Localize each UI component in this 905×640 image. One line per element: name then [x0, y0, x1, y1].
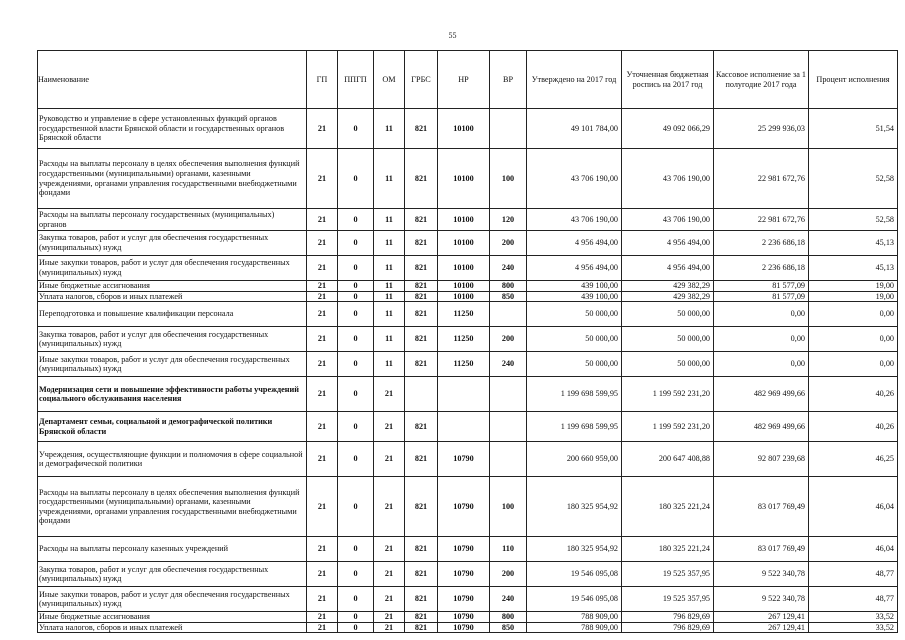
- cell-percent: 0,00: [809, 327, 898, 352]
- cell-approved: 788 909,00: [527, 622, 622, 633]
- cell-grbs: 821: [405, 442, 438, 477]
- cell-approved: 4 956 494,00: [527, 256, 622, 281]
- cell-gp: 21: [307, 477, 338, 537]
- cell-nr: 10790: [438, 562, 490, 587]
- cell-cash: 22 981 672,76: [714, 149, 809, 209]
- cell-vr: [490, 109, 527, 149]
- cell-nr: 10100: [438, 149, 490, 209]
- header-ppgp: ППГП: [338, 51, 374, 109]
- cell-percent: 19,00: [809, 281, 898, 292]
- cell-refined: 19 525 357,95: [622, 562, 714, 587]
- cell-approved: 1 199 698 599,95: [527, 377, 622, 412]
- table-row: [38, 256, 898, 281]
- cell-name: Руководство и управление в сфере установленных функций органов государственной власти Брянской области и государственных органов Брянской области: [38, 109, 307, 149]
- table-row: [38, 352, 898, 377]
- cell-ppgp: 0: [338, 612, 374, 623]
- header-cash: Кассовое исполнение за 1 полугодие 2017 года: [714, 51, 809, 109]
- table-row: [38, 477, 898, 537]
- cell-vr: 200: [490, 327, 527, 352]
- table-row: [38, 377, 898, 412]
- cell-ppgp: 0: [338, 377, 374, 412]
- cell-percent: 40,26: [809, 412, 898, 442]
- cell-vr: 200: [490, 562, 527, 587]
- cell-cash: 9 522 340,78: [714, 562, 809, 587]
- cell-grbs: 821: [405, 537, 438, 562]
- cell-refined: 429 382,29: [622, 281, 714, 292]
- cell-grbs: 821: [405, 109, 438, 149]
- cell-ppgp: 0: [338, 442, 374, 477]
- cell-cash: 482 969 499,66: [714, 377, 809, 412]
- cell-approved: 1 199 698 599,95: [527, 412, 622, 442]
- cell-approved: 50 000,00: [527, 352, 622, 377]
- cell-gp: 21: [307, 412, 338, 442]
- cell-gp: 21: [307, 587, 338, 612]
- cell-name: Иные бюджетные ассигнования: [38, 612, 307, 623]
- cell-gp: 21: [307, 352, 338, 377]
- header-refined: Уточненная бюджетная роспись на 2017 год: [622, 51, 714, 109]
- cell-vr: 800: [490, 612, 527, 623]
- cell-ppgp: 0: [338, 537, 374, 562]
- cell-nr: 10100: [438, 231, 490, 256]
- cell-grbs: 821: [405, 612, 438, 623]
- cell-om: 21: [374, 622, 405, 633]
- table-row: [38, 281, 898, 292]
- header-percent: Процент исполнения: [809, 51, 898, 109]
- cell-name: Учреждения, осуществляющие функции и полномочия в сфере социальной и демографической политики: [38, 442, 307, 477]
- header-row: [38, 51, 898, 109]
- cell-approved: 19 546 095,08: [527, 587, 622, 612]
- cell-vr: [490, 442, 527, 477]
- cell-nr: 10790: [438, 587, 490, 612]
- cell-vr: 100: [490, 149, 527, 209]
- cell-name: Иные закупки товаров, работ и услуг для обеспечения государственных (муниципальных) нужд: [38, 256, 307, 281]
- cell-nr: 10100: [438, 109, 490, 149]
- cell-percent: 51,54: [809, 109, 898, 149]
- cell-refined: 43 706 190,00: [622, 149, 714, 209]
- cell-refined: 429 382,29: [622, 291, 714, 302]
- cell-nr: 11250: [438, 352, 490, 377]
- cell-grbs: 821: [405, 622, 438, 633]
- header-approved: Утверждено на 2017 год: [527, 51, 622, 109]
- table-row: [38, 442, 898, 477]
- cell-ppgp: 0: [338, 562, 374, 587]
- cell-percent: 46,04: [809, 537, 898, 562]
- cell-vr: 240: [490, 256, 527, 281]
- cell-refined: 19 525 357,95: [622, 587, 714, 612]
- cell-refined: 50 000,00: [622, 352, 714, 377]
- cell-cash: 482 969 499,66: [714, 412, 809, 442]
- cell-grbs: 821: [405, 477, 438, 537]
- cell-percent: 46,04: [809, 477, 898, 537]
- table-row: [38, 291, 898, 302]
- cell-ppgp: 0: [338, 327, 374, 352]
- cell-gp: 21: [307, 109, 338, 149]
- cell-grbs: 821: [405, 209, 438, 231]
- cell-om: 11: [374, 231, 405, 256]
- cell-name: Иные закупки товаров, работ и услуг для обеспечения государственных (муниципальных) нужд: [38, 352, 307, 377]
- cell-percent: 46,25: [809, 442, 898, 477]
- cell-name: Уплата налогов, сборов и иных платежей: [38, 622, 307, 633]
- cell-gp: 21: [307, 231, 338, 256]
- table-row: [38, 612, 898, 623]
- cell-gp: 21: [307, 302, 338, 327]
- table-row: [38, 587, 898, 612]
- cell-nr: 10790: [438, 612, 490, 623]
- cell-refined: 43 706 190,00: [622, 209, 714, 231]
- cell-cash: 2 236 686,18: [714, 256, 809, 281]
- cell-cash: 267 129,41: [714, 612, 809, 623]
- cell-grbs: 821: [405, 281, 438, 292]
- cell-vr: 100: [490, 477, 527, 537]
- cell-cash: 0,00: [714, 352, 809, 377]
- cell-nr: 10100: [438, 281, 490, 292]
- cell-name: Закупка товаров, работ и услуг для обеспечения государственных (муниципальных) нужд: [38, 327, 307, 352]
- cell-approved: 50 000,00: [527, 302, 622, 327]
- cell-nr: 10790: [438, 622, 490, 633]
- cell-cash: 81 577,09: [714, 291, 809, 302]
- cell-ppgp: 0: [338, 477, 374, 537]
- cell-om: 11: [374, 149, 405, 209]
- cell-ppgp: 0: [338, 149, 374, 209]
- cell-om: 21: [374, 587, 405, 612]
- cell-vr: [490, 302, 527, 327]
- cell-percent: 45,13: [809, 256, 898, 281]
- cell-vr: 240: [490, 587, 527, 612]
- cell-grbs: 821: [405, 302, 438, 327]
- cell-nr: 10100: [438, 209, 490, 231]
- cell-cash: 267 129,41: [714, 622, 809, 633]
- table-row: [38, 149, 898, 209]
- cell-om: 11: [374, 327, 405, 352]
- cell-grbs: 821: [405, 291, 438, 302]
- cell-percent: 45,13: [809, 231, 898, 256]
- cell-om: 11: [374, 291, 405, 302]
- cell-gp: 21: [307, 209, 338, 231]
- cell-refined: 796 829,69: [622, 612, 714, 623]
- cell-name: Уплата налогов, сборов и иных платежей: [38, 291, 307, 302]
- cell-cash: 2 236 686,18: [714, 231, 809, 256]
- cell-name: Переподготовка и повышение квалификации персонала: [38, 302, 307, 327]
- cell-om: 11: [374, 281, 405, 292]
- cell-ppgp: 0: [338, 109, 374, 149]
- cell-cash: 83 017 769,49: [714, 537, 809, 562]
- cell-om: 11: [374, 209, 405, 231]
- cell-vr: [490, 377, 527, 412]
- table-body: [38, 109, 898, 633]
- cell-ppgp: 0: [338, 302, 374, 327]
- cell-name: Расходы на выплаты персоналу в целях обеспечения выполнения функций государственными (муниципальными) органами, казенными учреждениями, органами управления государственными внебюджетными фондами: [38, 477, 307, 537]
- cell-percent: 48,77: [809, 562, 898, 587]
- cell-nr: 10790: [438, 477, 490, 537]
- cell-name: Иные бюджетные ассигнования: [38, 281, 307, 292]
- cell-approved: 200 660 959,00: [527, 442, 622, 477]
- cell-refined: 4 956 494,00: [622, 231, 714, 256]
- header-grbs: ГРБС: [405, 51, 438, 109]
- cell-om: 11: [374, 256, 405, 281]
- cell-ppgp: 0: [338, 291, 374, 302]
- table-row: [38, 412, 898, 442]
- cell-refined: 180 325 221,24: [622, 537, 714, 562]
- cell-grbs: 821: [405, 587, 438, 612]
- cell-grbs: 821: [405, 412, 438, 442]
- cell-cash: 9 522 340,78: [714, 587, 809, 612]
- cell-om: 21: [374, 562, 405, 587]
- cell-nr: [438, 377, 490, 412]
- cell-refined: 50 000,00: [622, 302, 714, 327]
- cell-cash: 81 577,09: [714, 281, 809, 292]
- cell-gp: 21: [307, 327, 338, 352]
- table-row: [38, 109, 898, 149]
- cell-ppgp: 0: [338, 412, 374, 442]
- cell-om: 21: [374, 537, 405, 562]
- cell-approved: 180 325 954,92: [527, 537, 622, 562]
- cell-ppgp: 0: [338, 209, 374, 231]
- cell-approved: 4 956 494,00: [527, 231, 622, 256]
- cell-vr: 850: [490, 291, 527, 302]
- cell-grbs: 821: [405, 327, 438, 352]
- cell-cash: 0,00: [714, 302, 809, 327]
- table-row: [38, 327, 898, 352]
- cell-name: Расходы на выплаты персоналу в целях обеспечения выполнения функций государственными (муниципальными) органами, казенными учреждениями, органами управления государственными внебюджетными фондами: [38, 149, 307, 209]
- cell-approved: 43 706 190,00: [527, 209, 622, 231]
- cell-nr: 11250: [438, 327, 490, 352]
- cell-gp: 21: [307, 537, 338, 562]
- cell-nr: 10100: [438, 256, 490, 281]
- cell-om: 21: [374, 377, 405, 412]
- cell-gp: 21: [307, 442, 338, 477]
- cell-percent: 40,26: [809, 377, 898, 412]
- cell-gp: 21: [307, 291, 338, 302]
- cell-percent: 33,52: [809, 612, 898, 623]
- cell-percent: 48,77: [809, 587, 898, 612]
- table-row: [38, 562, 898, 587]
- cell-percent: 52,58: [809, 209, 898, 231]
- cell-approved: 180 325 954,92: [527, 477, 622, 537]
- cell-vr: 120: [490, 209, 527, 231]
- cell-grbs: 821: [405, 149, 438, 209]
- cell-vr: 850: [490, 622, 527, 633]
- cell-gp: 21: [307, 281, 338, 292]
- header-om: ОМ: [374, 51, 405, 109]
- cell-om: 11: [374, 109, 405, 149]
- cell-grbs: [405, 377, 438, 412]
- cell-grbs: 821: [405, 256, 438, 281]
- cell-approved: 50 000,00: [527, 327, 622, 352]
- cell-percent: 0,00: [809, 352, 898, 377]
- cell-gp: 21: [307, 562, 338, 587]
- cell-approved: 439 100,00: [527, 281, 622, 292]
- table-row: [38, 302, 898, 327]
- cell-vr: 240: [490, 352, 527, 377]
- cell-om: 11: [374, 352, 405, 377]
- cell-name: Расходы на выплаты персоналу казенных учреждений: [38, 537, 307, 562]
- cell-om: 21: [374, 612, 405, 623]
- cell-nr: 10100: [438, 291, 490, 302]
- cell-approved: 49 101 784,00: [527, 109, 622, 149]
- cell-cash: 0,00: [714, 327, 809, 352]
- cell-approved: 43 706 190,00: [527, 149, 622, 209]
- cell-vr: 800: [490, 281, 527, 292]
- cell-om: 21: [374, 412, 405, 442]
- cell-vr: [490, 412, 527, 442]
- table-row: [38, 537, 898, 562]
- cell-nr: 10790: [438, 537, 490, 562]
- cell-grbs: 821: [405, 231, 438, 256]
- cell-refined: 49 092 066,29: [622, 109, 714, 149]
- cell-name: Департамент семьи, социальной и демографической политики Брянской области: [38, 412, 307, 442]
- cell-ppgp: 0: [338, 281, 374, 292]
- cell-name: Закупка товаров, работ и услуг для обеспечения государственных (муниципальных) нужд: [38, 562, 307, 587]
- cell-gp: 21: [307, 256, 338, 281]
- cell-cash: 25 299 936,03: [714, 109, 809, 149]
- cell-ppgp: 0: [338, 587, 374, 612]
- cell-percent: 0,00: [809, 302, 898, 327]
- cell-ppgp: 0: [338, 622, 374, 633]
- cell-om: 21: [374, 477, 405, 537]
- cell-refined: 1 199 592 231,20: [622, 377, 714, 412]
- header-gp: ГП: [307, 51, 338, 109]
- cell-approved: 439 100,00: [527, 291, 622, 302]
- table-row: [38, 209, 898, 231]
- cell-name: Модернизация сети и повышение эффективности работы учреждений социального обслуживания населения: [38, 377, 307, 412]
- cell-gp: 21: [307, 377, 338, 412]
- cell-nr: 11250: [438, 302, 490, 327]
- cell-grbs: 821: [405, 562, 438, 587]
- cell-ppgp: 0: [338, 256, 374, 281]
- cell-cash: 83 017 769,49: [714, 477, 809, 537]
- cell-cash: 92 807 239,68: [714, 442, 809, 477]
- cell-name: Закупка товаров, работ и услуг для обеспечения государственных (муниципальных) нужд: [38, 231, 307, 256]
- cell-refined: 50 000,00: [622, 327, 714, 352]
- cell-refined: 1 199 592 231,20: [622, 412, 714, 442]
- cell-approved: 19 546 095,08: [527, 562, 622, 587]
- table-row: [38, 622, 898, 633]
- table-row: [38, 231, 898, 256]
- cell-gp: 21: [307, 622, 338, 633]
- budget-table: [37, 50, 898, 633]
- cell-nr: 10790: [438, 442, 490, 477]
- cell-name: Иные закупки товаров, работ и услуг для обеспечения государственных (муниципальных) нужд: [38, 587, 307, 612]
- cell-name: Расходы на выплаты персоналу государственных (муниципальных) органов: [38, 209, 307, 231]
- header-vr: ВР: [490, 51, 527, 109]
- cell-refined: 200 647 408,88: [622, 442, 714, 477]
- cell-percent: 33,52: [809, 622, 898, 633]
- cell-ppgp: 0: [338, 231, 374, 256]
- cell-refined: 180 325 221,24: [622, 477, 714, 537]
- cell-approved: 788 909,00: [527, 612, 622, 623]
- cell-cash: 22 981 672,76: [714, 209, 809, 231]
- header-nr: НР: [438, 51, 490, 109]
- cell-percent: 52,58: [809, 149, 898, 209]
- page-number: 55: [448, 31, 457, 40]
- header-name: Наименование: [38, 51, 307, 109]
- cell-vr: 200: [490, 231, 527, 256]
- cell-refined: 796 829,69: [622, 622, 714, 633]
- cell-nr: [438, 412, 490, 442]
- cell-grbs: 821: [405, 352, 438, 377]
- cell-percent: 19,00: [809, 291, 898, 302]
- cell-gp: 21: [307, 149, 338, 209]
- cell-om: 11: [374, 302, 405, 327]
- cell-om: 21: [374, 442, 405, 477]
- cell-refined: 4 956 494,00: [622, 256, 714, 281]
- cell-vr: 110: [490, 537, 527, 562]
- cell-ppgp: 0: [338, 352, 374, 377]
- cell-gp: 21: [307, 612, 338, 623]
